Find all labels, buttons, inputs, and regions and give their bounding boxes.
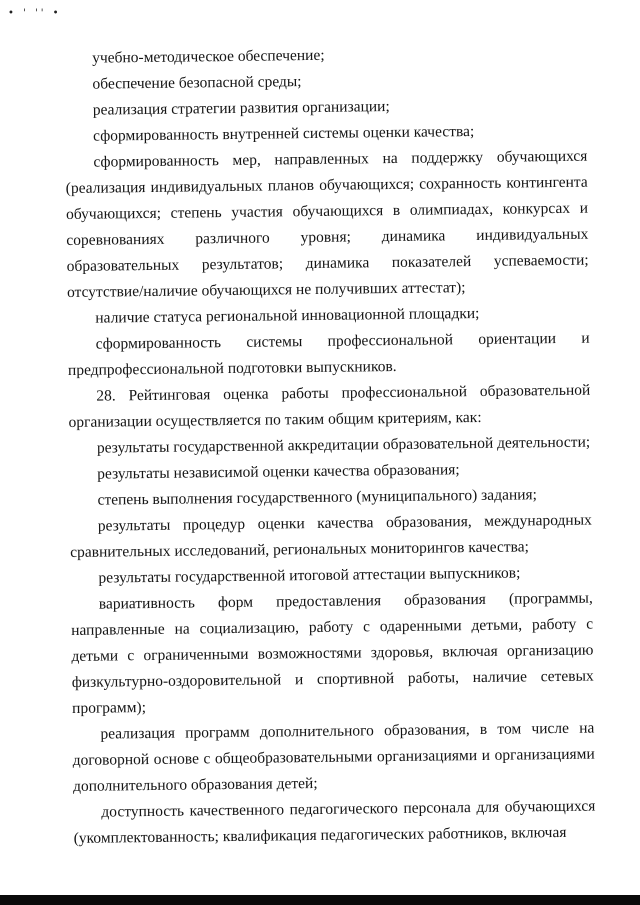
list-item: результаты процедур оценки качества образования, международных сравнительных исследований, региональных мониторингов качества; [70,511,592,561]
list-item: результаты государственной аккредитации образовательной деятельности; [96,433,591,457]
list-item: обеспечение безопасной среды; [92,73,302,93]
scan-bottom-edge [0,895,640,905]
list-item: сформированность внутренней системы оценки качества; [92,122,475,145]
section-28-intro: 28. Рейтинговая оценка работы профессиональной образовательной организации осуществляется по таким общим критериям, как: [68,381,591,431]
list-item: реализация стратегии развития организации; [92,98,390,119]
document-body [64,40,596,852]
list-item: вариативность форм предоставления образования (программы, направленные на социализацию, работу с одаренными детьми, работу с детьми с ограниченными возможностями здоровья, включая организацию физкультурно-оздоровительной и спортивной работы, наличие сетевых программ); [71,589,594,717]
list-item: сформированность мер, направленных на поддержку обучающихся (реализация индивидуальных планов обучающихся; сохранность контингента обучающихся; степень участия обучающихся в олимпиадах, конкурсах и соревнованиях различного уровня; динамика индивидуальных образовательных результатов; динамика показателей успеваемости; отсутствие/наличие обучающихся не получивших аттестат); [65,147,589,301]
list-item: результаты государственной итоговой аттестации выпускников; [98,564,521,587]
list-item: доступность качественного педагогического персонала для обучающихся (укомплектованность; квалификация педагогических работников, включая [73,797,596,847]
list-item: учебно-методическое обеспечение; [92,46,325,67]
list-item: степень выполнения государственного (муниципального) задания; [97,486,538,509]
scan-corner-marks: • ' '' • [8,8,62,19]
list-item: наличие статуса региональной инновационной площадки; [95,304,480,327]
list-item: сформированность системы профессиональной ориентации и предпрофессиональной подготовки выпускников. [67,329,590,379]
list-item: реализация программ дополнительного образования, в том числе на договорной основе с общеобразовательными организациями и организациями дополнительного образования детей; [72,719,595,795]
list-item: результаты независимой оценки качества образования; [97,461,460,483]
